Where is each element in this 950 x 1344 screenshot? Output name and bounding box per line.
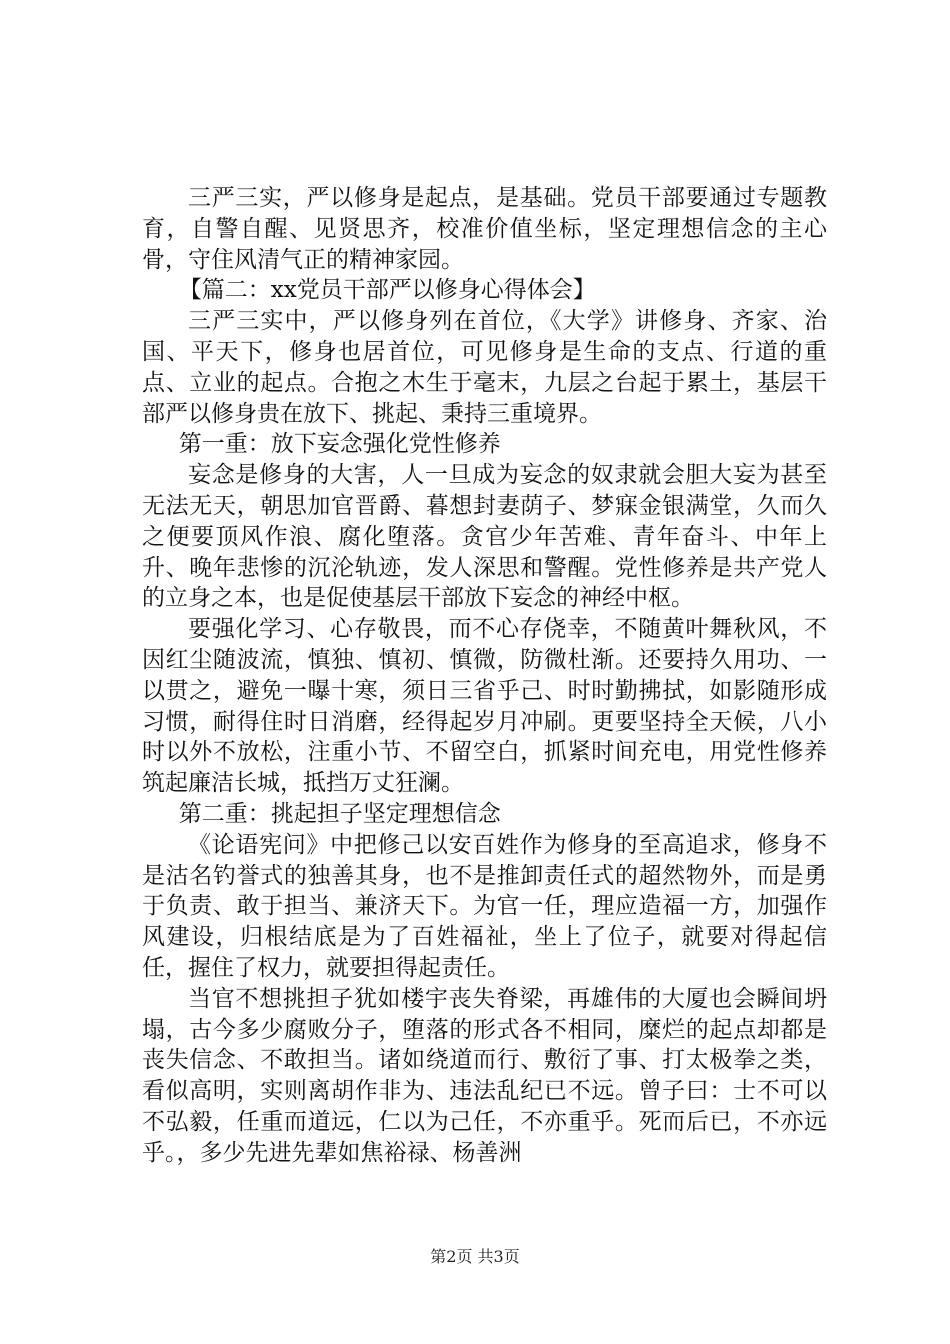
paragraph-intro: 三严三实，严以修身是起点，是基础。党员干部要通过专题教育，自警自醒、见贤思齐，校准价值坐标，坚定理想信念的主心骨，守住风清气正的精神家园。: [142, 185, 827, 273]
page-number-footer: 第2页 共3页: [430, 1247, 520, 1266]
subheading-second-level: 第二重：挑起担子坚定理想信念: [178, 800, 501, 827]
paragraph-second-level-1: 《论语宪问》中把修己以安百姓作为修身的至高追求，修身不是沽名钓誉式的独善其身，也不是推卸责任式的超然物外，而是勇于负责、敢于担当、兼济天下。为官一任，理应造福一方，加强作风建设，归根结底是为了百姓福祉，坐上了位子，就要对得起信任，握住了权力，就要担得起责任。: [142, 831, 827, 981]
paragraph-part-two-intro: 三严三实中，严以修身列在首位，《大学》讲修身、齐家、治国、平天下，修身也居首位，可见修身是生命的支点、行道的重点、立业的起点。合抱之木生于毫末，九层之台起于累土，基层干部严以修身贵在放下、挑起、秉持三重境界。: [142, 308, 827, 427]
paragraph-first-level-2: 要强化学习、心存敬畏，而不心存侥幸，不随黄叶舞秋风，不因红尘随波流，慎独、慎初、慎微，防微杜渐。还要持久用功、一以贯之，避免一曝十寒，须日三省乎己、时时勤拂拭，如影随形成习惯，耐得住时日消磨，经得起岁月冲刷。更要坚持全天候，八小时以外不放松，注重小节、不留空白，抓紧时间充电，用党性修养筑起廉洁长城，抵挡万丈狂澜。: [142, 616, 827, 797]
subheading-first-level: 第一重：放下妄念强化党性修养: [178, 431, 501, 458]
section-title-part-two: 【篇二：xx党员干部严以修身心得体会】: [178, 277, 596, 304]
paragraph-second-level-2: 当官不想挑担子犹如楼宇丧失脊梁，再雄伟的大厦也会瞬间坍塌，古今多少腐败分子，堕落的形式各不相同，糜烂的起点却都是丧失信念、不敢担当。诸如绕道而行、敷衍了事、打太极拳之类，看似高明，实则离胡作非为、违法乱纪已不远。曾子曰：士不可以不弘毅，任重而道远，仁以为己任，不亦重乎。死而后已，不亦远乎。，多少先进先辈如焦裕禄、杨善洲: [142, 985, 827, 1166]
paragraph-first-level-1: 妄念是修身的大害，人一旦成为妄念的奴隶就会胆大妄为甚至无法无天，朝思加官晋爵、暮想封妻荫子、梦寐金银满堂，久而久之便要顶风作浪、腐化堕落。贪官少年苦难、青年奋斗、中年上升、晚年悲惨的沉沦轨迹，发人深思和警醒。党性修养是共产党人的立身之本，也是促使基层干部放下妄念的神经中枢。: [142, 462, 827, 612]
document-body: [142, 183, 827, 1169]
